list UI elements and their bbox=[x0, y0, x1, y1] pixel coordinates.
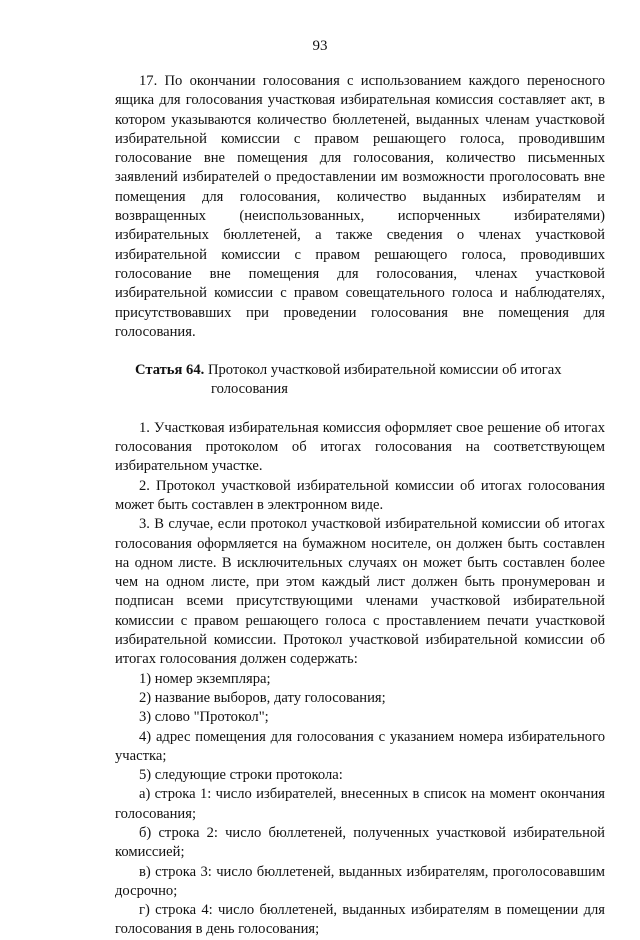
article-title: Протокол участковой избирательной комиссии об итогах голосования bbox=[207, 362, 562, 398]
list-item-3: 3) слово "Протокол"; bbox=[139, 709, 269, 726]
paragraph-item-2: 2. Протокол участковой избирательной комиссии об итогах голосования может быть составлен в электронном виде. bbox=[115, 477, 605, 513]
sub-item-g: г) строка 4: число бюллетеней, выданных избирателям в помещении для голосования в день голосования; bbox=[115, 902, 605, 938]
list-item-5: 5) следующие строки протокола: bbox=[139, 767, 343, 784]
paragraph-item-3: 3. В случае, если протокол участковой избирательной комиссии об итогах голосования оформляется на бумажном носителе, он должен быть составлен на одном листе. В исключительных случаях он может быть составлен более чем на одном листе, при этом каждый лист должен быть пронумерован и подписан всеми присутствующими членами участковой избирательной комиссии с правом решающего голоса с проставлением печати участковой избирательной комиссии. Протокол участковой избирательной комиссии об итогах голосования должен содержать: bbox=[115, 516, 605, 668]
section-17-paragraph: 17. По окончании голосования с использованием каждого переносного ящика для голосования участковая избирательная комиссия составляет акт, в котором указываются количество бюллетеней, выданных членам участковой избирательной комиссии с правом решающего голоса, проводившим голосование вне помещения для голосования, количество письменных заявлений избирателей о предоставлении им возможности проголосовать вне помещения для голосования, количество выданных избирателям и возвращенных (неиспользованных, испорченных избирателями) избирательных бюллетеней, а также сведения о членах участковой избирательной комиссии с правом решающего голоса, проводивших голосование вне помещения для голосования, членах участковой избирательной комиссии с правом совещательного голоса и наблюдателях, присутствовавших при проведении голосования вне помещения для голосования. bbox=[115, 73, 605, 340]
sub-item-b: б) строка 2: число бюллетеней, полученных участковой избирательной комиссией; bbox=[115, 824, 605, 861]
list-item-1: 1) номер экземпляра; bbox=[139, 670, 271, 687]
list-item-4: 4) адрес помещения для голосования с указанием номера избирательного участка; bbox=[115, 728, 605, 764]
article-number: Статья 64. bbox=[135, 362, 205, 379]
sub-item-a: а) строка 1: число избирателей, внесенных в список на момент окончания голосования; bbox=[115, 786, 605, 822]
document-body bbox=[115, 72, 605, 940]
list-item-2: 2) название выборов, дату голосования; bbox=[139, 689, 386, 706]
sub-item-v: в) строка 3: число бюллетеней, выданных избирателям, проголосовавшим досрочно; bbox=[115, 863, 605, 899]
page-number: 93 bbox=[312, 38, 328, 54]
article-heading bbox=[115, 361, 605, 400]
paragraph-item-1: 1. Участковая избирательная комиссия оформляет свое решение об итогах голосования протоколом об итогах голосования на соответствующем избирательном участке. bbox=[115, 419, 605, 475]
